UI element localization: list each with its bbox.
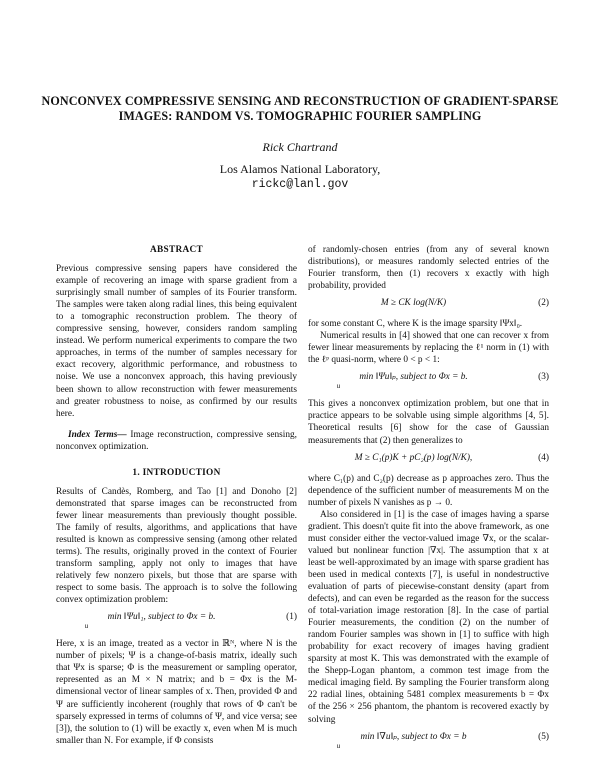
equation-4-number: (4): [538, 452, 549, 463]
equation-5-body: min ‖∇u‖ₚ, subject to Φx = b: [360, 731, 467, 742]
right-paragraph-4: This gives a nonconvex optimization problem, but one that in practice appears to be solvable using simple algorithms [4, 5]. Theoretical results [6] show for the case of Gaussian measurements that (2) then generalizes to: [308, 399, 549, 446]
introduction-heading: 1. INTRODUCTION: [132, 467, 221, 478]
paper-title: NONCONVEX COMPRESSIVE SENSING AND RECONSTRUCTION OF GRADIENT-SPARSE IMAGES: RANDOM VS. TOMOGRAPHIC FOURIER SAMPLING: [41, 94, 559, 123]
author-name: Rick Chartrand: [262, 140, 338, 154]
equation-5: [308, 731, 549, 753]
right-column: [308, 244, 549, 758]
equation-3-subscript: u: [336, 382, 341, 391]
right-paragraph-6: Also considered in [1] is the case of images having a sparse gradient. This doesn't quite fit into the above framework, as one must consider either the vector-valued image ∇x, or the scalar-valued but nonlinear function |∇x|. The assumption that x at least be well-approximated by an image with sparse gradient has been used in medical contexts [7], is useful in nondestructive evaluation of parts of piecewise-constant density (apart from defects), and can even be regarded as the reason for the success of total-variation image restoration [8]. In the case of partial Fourier measurements, the condition (2) on the number of random Fourier samples was shown in [1] to suffice with high probability for exact recovery of images having gradient sparsity at most K. This was demonstrated with the example of the Shepp-Logan phantom, a common test image from the medical imaging field. By sampling the Fourier transform along 22 radial lines, obtaining 5481 complex measurements b = Φx of the 256 × 256 phantom, the phantom is recovered exactly by solving: [308, 509, 549, 725]
intro-paragraph-1: Results of Candès, Romberg, and Tao [1] and Donoho [2] demonstrated that sparse images can be reconstructed from fewer linear measurements than previously thought possible. The family of results, algorithms, and applications that have resulted is known as compressive sensing (among other related terms). The results, originally proved in the context of Fourier transform sampling, apply not only to images that have relatively few nonzero pixels, but those that are sparse with respect to some basis. The approach is to solve the following convex optimization problem:: [56, 486, 297, 606]
left-column: [56, 244, 297, 747]
equation-2-number: (2): [538, 298, 549, 309]
abstract-text: Previous compressive sensing papers have considered the example of recovering an image with sparse gradient from a surprisingly small number of samples of its Fourier transform. The samples were taken along radial lines, this being equivalent to a tomographic reconstruction problem. The theory of compressive sensing, however, considers random sampling instead. We perform numerical experiments to compare the two approaches, in terms of the number of samples necessary for exact recovery, algorithmic performance, and robustness to noise. We use a nonconvex approach, this having previously been shown to allow reconstruction with fewer measurements and greater robustness to noise, as confirmed by our results here.: [56, 264, 297, 419]
affiliation: Los Alamos National Laboratory,: [219, 162, 381, 176]
index-terms-text: Image reconstruction, compressive sensing, nonconvex optimization.: [56, 429, 297, 452]
right-paragraph-5: where C₁(p) and C₂(p) decrease as p approaches zero. Thus the dependence of the sufficient number of measurements M on the number of pixels N vanishes as p → 0.: [308, 473, 549, 508]
equation-2: [308, 297, 549, 313]
equation-1: [56, 611, 297, 633]
right-paragraph-1: of randomly-chosen entries (from any of several known distributions), or measures randomly selected entries of the Fourier transform, then (1) recovers x exactly with high probability, provided: [308, 245, 549, 292]
author-email: rickc@lanl.gov: [251, 178, 349, 191]
right-paragraph-2: for some constant C, where K is the image sparsity ‖Ψx‖₀.: [308, 319, 523, 330]
equation-5-number: (5): [538, 731, 549, 742]
index-terms: [56, 429, 297, 453]
index-terms-label: Index Terms—: [68, 429, 127, 440]
abstract-heading: ABSTRACT: [149, 245, 204, 255]
equation-2-body: M ≥ CK log(N/K): [380, 298, 447, 309]
equation-3: [308, 371, 549, 393]
equation-1-body: min ‖Ψu‖₁, subject to Φx = b.: [107, 612, 216, 623]
equation-5-subscript: u: [336, 741, 341, 750]
equation-4-body: M ≥ C₁(p)K + pC₂(p) log(N/K),: [354, 452, 473, 463]
equation-3-body: min ‖Ψu‖ₚ, subject to Φx = b.: [359, 372, 468, 383]
equation-1-number: (1): [286, 612, 297, 623]
equation-3-number: (3): [538, 372, 549, 383]
equation-1-subscript: u: [84, 622, 89, 631]
right-paragraph-3: Numerical results in [4] showed that one can recover x from fewer linear measurements by replacing the ℓ¹ norm in (1) with the ℓᵖ quasi-norm, where 0 < p < 1:: [308, 331, 549, 366]
equation-4: [308, 452, 549, 468]
intro-paragraph-2: Here, x is an image, treated as a vector in ℝᴺ, where N is the number of pixels; Ψ is a change-of-basis matrix, ideally such that Ψx is sparse; Φ is the measurement or sampling operator, represented as an M × N matrix; and b = Φx is the M-dimensional vector of linear samples of x. Then, provided Φ and Ψ are sufficiently incoherent (roughly that rows of Φ can't be sparsely expressed in terms of columns of Ψ, and vice versa; see [3]), the solution to (1) will be exactly x, even when M is much smaller than N. For example, if Φ consists: [56, 639, 297, 746]
